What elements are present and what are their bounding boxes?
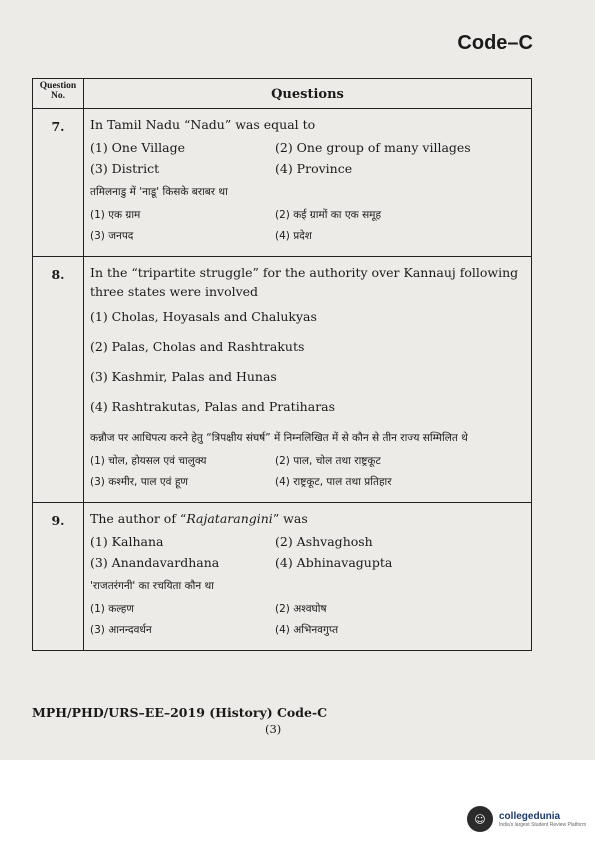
page-number: (3) [265,722,282,736]
options-hindi [90,601,523,638]
brand-tagline: India's largest Student Review Platform [499,821,587,828]
question-text-title: Rajatarangini [186,511,273,526]
option: (1) एक ग्राम [90,209,141,221]
question-number: 8. [33,257,84,503]
option: (3) District [90,161,160,176]
options-hindi [90,207,523,244]
option: (4) Abhinavagupta [275,555,393,570]
option: (1) कल्हण [90,603,134,615]
options-english [90,534,523,571]
option: (2) अश्वघोष [275,603,327,615]
option: (4) Province [275,161,353,176]
option: (2) One group of many villages [275,140,471,155]
question-text: In the “tripartite struggle” for the authority over Kannauj following three states were involved [90,265,519,299]
question-body [84,503,532,651]
question-row [33,257,532,503]
options-english [90,140,523,177]
question-text-hindi: कन्नौज पर आधिपत्य करने हेतु “त्रिपक्षीय संघर्ष” में निम्नलिखित में से कौन से तीन राज्य सम्मिलित थे [90,432,468,444]
option: (2) पाल, चोल तथा राष्ट्रकूट [275,455,381,467]
questions-table [32,78,532,651]
col-header-question-no: Question No. [33,79,84,109]
options-hindi [90,453,523,490]
option: (1) Kalhana [90,534,164,549]
question-row [33,109,532,257]
question-number: 9. [33,503,84,651]
option: (1) One Village [90,140,186,155]
options-english [90,309,523,415]
option: (1) चोल, होयसल एवं चालुक्य [90,455,207,467]
option: (4) अभिनवगुप्त [275,624,339,636]
question-text: In Tamil Nadu “Nadu” was equal to [90,117,316,132]
option: (1) Cholas, Hoyasals and Chalukyas [90,309,317,324]
option: (4) प्रदेश [275,230,312,242]
question-text-hindi: 'राजतरंगनी' का रचयिता कौन था [90,580,214,592]
col-header-questions: Questions [84,79,532,109]
question-body [84,109,532,257]
question-text-prefix: The author of “ [90,511,187,526]
question-text-hindi: तमिलनाडु में 'नाडू' किसके बराबर था [90,186,228,198]
question-row [33,503,532,651]
option: (2) Palas, Cholas and Rashtrakuts [90,339,305,354]
paper-code: Code–C [457,32,533,54]
question-text-suffix: ” was [272,511,308,526]
student-avatar-icon: ☺ [467,806,493,832]
option: (3) Anandavardhana [90,555,220,570]
option: (2) Ashvaghosh [275,534,373,549]
option: (4) Rashtrakutas, Palas and Pratiharas [90,399,336,414]
option: (4) राष्ट्रकूट, पाल तथा प्रतिहार [275,476,392,488]
question-number: 7. [33,109,84,257]
option: (3) Kashmir, Palas and Hunas [90,369,277,384]
option: (3) जनपद [90,230,134,242]
brand-name: collegedunia [499,810,561,822]
question-text [90,509,523,528]
brand-watermark [467,806,586,832]
question-body [84,257,532,503]
option: (3) आनन्दवर्धन [90,624,152,636]
footer-code-line: MPH/PHD/URS–EE–2019 (History) Code-C [32,705,328,720]
table-header-row [33,79,532,109]
option: (3) कश्मीर, पाल एवं हूण [90,476,188,488]
option: (2) कई ग्रामों का एक समूह [275,209,382,221]
